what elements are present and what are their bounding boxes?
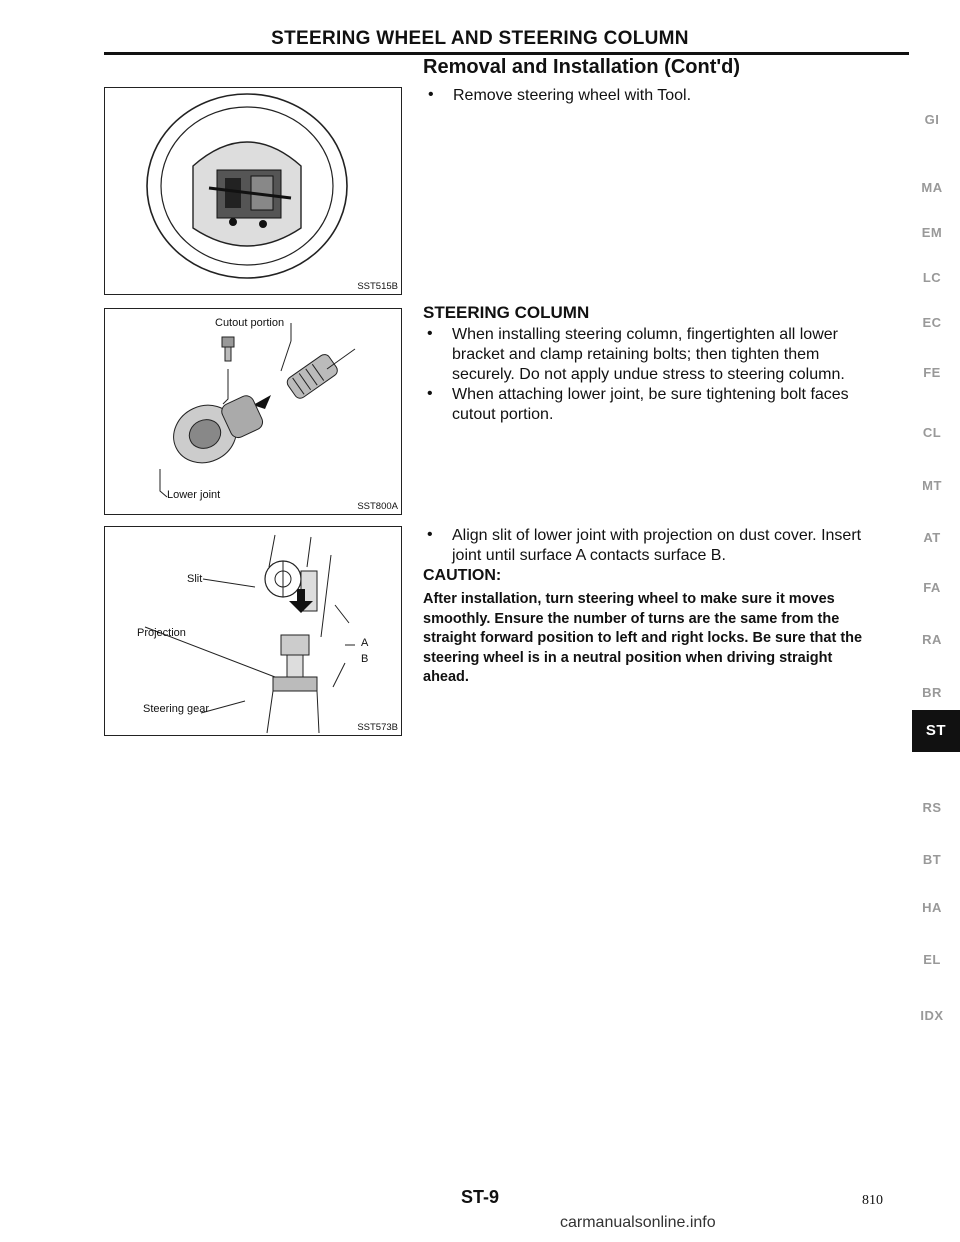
section-tab-ec: EC (922, 315, 942, 330)
section-tab-rs: RS (922, 800, 942, 815)
section-tab-st: ST (912, 710, 960, 752)
figure-code: SST573B (357, 722, 398, 733)
section-tab-el: EL (923, 952, 941, 967)
bullet: • (427, 325, 433, 342)
text-line: bracket and clamp retaining bolts; then tighten them (452, 346, 820, 363)
text-line: cutout portion. (452, 406, 554, 423)
section-tab-at: AT (923, 530, 941, 545)
text-line: securely. Do not apply undue stress to steering column. (452, 366, 845, 383)
section-tab-ra: RA (922, 632, 942, 647)
lower-joint-label: Lower joint (167, 489, 221, 501)
page-label: ST-9 (460, 1187, 499, 1207)
section-tab-lc: LC (922, 270, 942, 285)
surface-b-label: B (361, 653, 369, 665)
text-line: steering wheel is in a neutral position when driving straight (423, 649, 833, 666)
section-heading: Removal and Installation (Cont'd) (423, 56, 740, 78)
text-line: After installation, turn steering wheel to make sure it moves (423, 591, 835, 607)
section-tab-mt: MT (922, 478, 942, 493)
caution-text (423, 590, 862, 688)
steering-column-bullet-2 (427, 385, 849, 425)
section-tab-idx: IDX (920, 1008, 944, 1023)
bullet: • (428, 86, 434, 103)
text-line: When installing steering column, fingertighten all lower (452, 326, 838, 343)
section-tab-br: BR (922, 685, 942, 700)
section-tab-gi: GI (924, 112, 940, 127)
steering-gear-label: Steering gear (143, 703, 210, 715)
figure-code: SST515B (357, 281, 398, 292)
page-number: 810 (862, 1193, 883, 1208)
steering-column-bullet-1 (427, 325, 845, 385)
section-tab-bt: BT (922, 852, 942, 867)
section-tab-ha: HA (922, 900, 942, 915)
steering-wheel-illustration (105, 88, 401, 294)
page-header-title: STEERING WHEEL AND STEERING COLUMN (271, 28, 689, 49)
section-tab-ma: MA (921, 180, 943, 195)
watermark: carmanualsonline.info (560, 1214, 716, 1231)
text-line: straight forward position to left and right locks. Be sure that the (423, 630, 863, 646)
step-remove-wheel (428, 86, 692, 106)
steering-column-heading: STEERING COLUMN (423, 303, 590, 322)
figure-steering-wheel (104, 87, 402, 295)
bolt-icon (222, 337, 234, 361)
text-line: ahead. (423, 669, 469, 685)
lower-joint-illustration (105, 309, 401, 514)
text-line: joint until surface A contacts surface B. (452, 547, 726, 564)
figure-slit-projection (104, 526, 402, 736)
surface-a-label: A (361, 637, 369, 649)
cutout-portion-label: Cutout portion (215, 317, 285, 329)
bullet: • (427, 385, 433, 402)
section-tab-cl: CL (922, 425, 942, 440)
step-text: Remove steering wheel with Tool. (453, 87, 692, 104)
projection-label: Projection (137, 627, 186, 639)
text-line: Align slit of lower joint with projection on dust cover. Insert (452, 527, 862, 544)
align-step (427, 526, 862, 566)
section-tab-em: EM (921, 225, 943, 240)
figure-lower-joint (104, 308, 402, 515)
section-tab-fe: FE (923, 365, 941, 380)
header-rule (104, 52, 909, 55)
caution-label: CAUTION: (423, 567, 502, 584)
section-tab-fa: FA (923, 580, 941, 595)
bullet: • (427, 526, 433, 543)
text-line: When attaching lower joint, be sure tightening bolt faces (452, 386, 849, 403)
slit-label: Slit (187, 573, 203, 585)
text-line: smoothly. Ensure the number of turns are the same from the (423, 610, 840, 627)
figure-code: SST800A (357, 501, 398, 512)
